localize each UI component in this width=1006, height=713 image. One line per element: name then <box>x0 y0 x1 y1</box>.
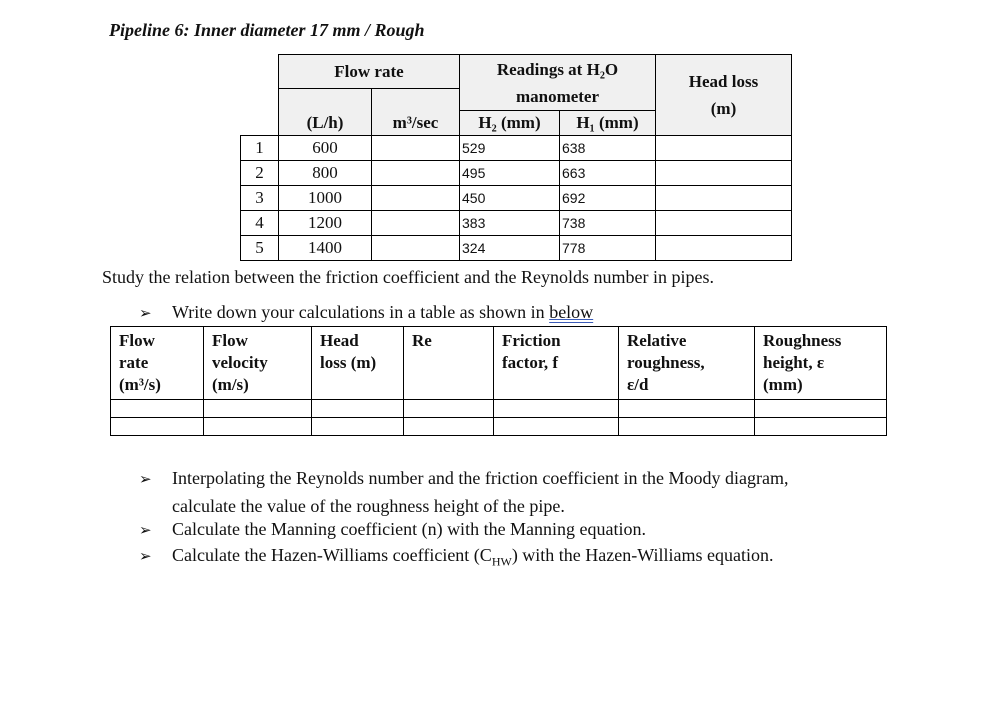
calc-header-cell: Roughness height, ε (mm) <box>755 327 887 400</box>
row-number: 5 <box>241 236 279 261</box>
col-m3s-header: m³/sec <box>372 111 460 136</box>
bullet-write-calculations: ➢ Write down your calculations in a table as shown in below <box>139 302 594 322</box>
head-loss-cell <box>656 136 792 161</box>
arrow-bullet-icon: ➢ <box>139 304 152 322</box>
flow-lh-value: 1200 <box>279 211 372 236</box>
h1-value: 663 <box>560 161 656 186</box>
h2-value: 450 <box>460 186 560 211</box>
arrow-bullet-icon: ➢ <box>139 470 152 488</box>
flow-m3s-cell <box>372 161 460 186</box>
head-loss-cell <box>656 186 792 211</box>
flow-lh-value: 600 <box>279 136 372 161</box>
bullet-moody: ➢ Interpolating the Reynolds number and the friction coefficient in the Moody diagram, calculate the value of the roughness height of the pipe. <box>139 468 789 516</box>
h1-value: 778 <box>560 236 656 261</box>
row-number: 3 <box>241 186 279 211</box>
h1-value: 692 <box>560 186 656 211</box>
readings-header: Readings at H₂O manometer <box>460 55 656 111</box>
below-link[interactable]: below <box>549 302 594 322</box>
table-row <box>241 136 792 161</box>
flow-m3s-cell <box>372 186 460 211</box>
calc-header-cell: Re <box>404 327 494 400</box>
col-lh-header: (L/h) <box>279 111 372 136</box>
row-number: 4 <box>241 211 279 236</box>
flow-m3s-cell <box>372 236 460 261</box>
arrow-bullet-icon: ➢ <box>139 547 152 565</box>
h2-value: 324 <box>460 236 560 261</box>
h1-value: 738 <box>560 211 656 236</box>
table-row <box>241 161 792 186</box>
bullet-hazen-williams: ➢ Calculate the Hazen-Williams coefficient $(C_{HW})$ with the Hazen-Williams equation. <box>139 545 774 569</box>
arrow-bullet-icon: ➢ <box>139 521 152 539</box>
flow-lh-value: 800 <box>279 161 372 186</box>
h1-value: 638 <box>560 136 656 161</box>
head-loss-header: Head loss (m) <box>656 55 792 136</box>
row-number: 1 <box>241 136 279 161</box>
head-loss-cell <box>656 161 792 186</box>
calc-header-cell: Flow velocity (m/s) <box>204 327 312 400</box>
calc-header-cell: Friction factor, f <box>494 327 619 400</box>
calc-header-cell: Flow rate (m³/s) <box>111 327 204 400</box>
h2-value: 529 <box>460 136 560 161</box>
h2-value: 383 <box>460 211 560 236</box>
calc-header-cell: Head loss (m) <box>312 327 404 400</box>
table-row <box>241 211 792 236</box>
flow-m3s-cell <box>372 136 460 161</box>
h2-value: 495 <box>460 161 560 186</box>
calculations-table <box>110 326 887 436</box>
page-title: Pipeline 6: Inner diameter 17 mm / Rough <box>109 20 425 40</box>
bullet-manning: ➢ Calculate the Manning coefficient (n) with the Manning equation. <box>139 519 647 539</box>
flow-lh-value: 1000 <box>279 186 372 211</box>
head-loss-cell <box>656 236 792 261</box>
row-number: 2 <box>241 161 279 186</box>
flow-rate-header: Flow rate <box>279 55 460 89</box>
study-paragraph: Study the relation between the friction coefficient and the Reynolds number in pipes. <box>102 267 714 287</box>
flow-lh-value: 1400 <box>279 236 372 261</box>
table-row <box>241 186 792 211</box>
col-h2-header: H₂ (mm) <box>460 111 560 136</box>
head-loss-cell <box>656 211 792 236</box>
flow-m3s-cell <box>372 211 460 236</box>
table-row <box>241 236 792 261</box>
readings-table <box>240 54 792 261</box>
col-h1-header: H₁ (mm) <box>560 111 656 136</box>
calc-header-cell: Relative roughness, ε/d <box>619 327 755 400</box>
